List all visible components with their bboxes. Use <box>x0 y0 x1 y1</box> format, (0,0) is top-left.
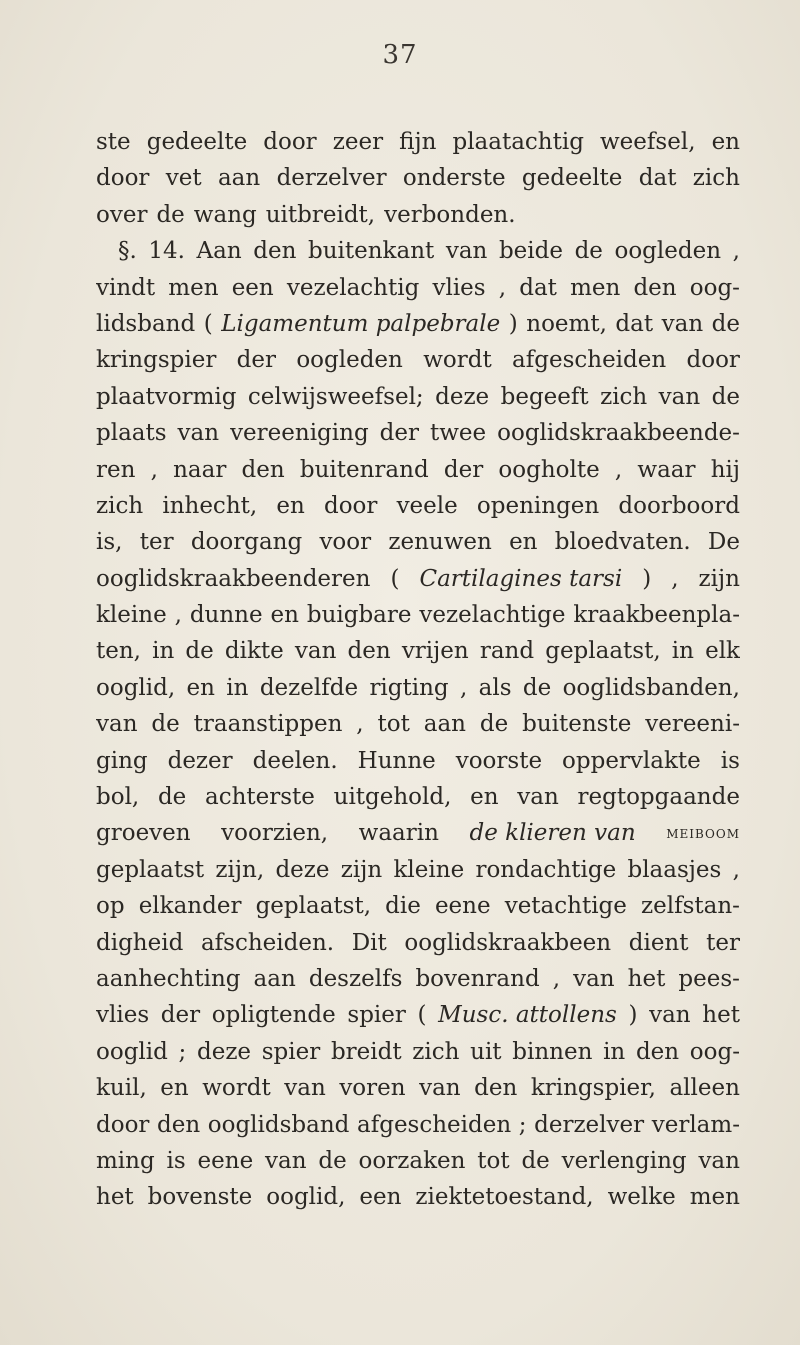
word: de <box>522 674 552 701</box>
text-line <box>96 197 740 233</box>
word: deze <box>275 856 330 883</box>
word: doorboord <box>618 492 740 519</box>
word: Dit <box>351 929 387 956</box>
word: Musc. attollens <box>438 1002 617 1029</box>
word: der <box>160 1002 201 1029</box>
word: den <box>347 638 391 665</box>
word: zijn <box>340 856 383 883</box>
word: deelen. <box>252 747 338 774</box>
word: , <box>356 711 364 738</box>
word: de <box>156 201 185 228</box>
text-line <box>96 815 740 851</box>
word: uit <box>470 1038 502 1065</box>
word: der <box>379 420 419 447</box>
text-line <box>96 633 740 669</box>
word: van <box>265 1147 307 1174</box>
word: breidt <box>330 1038 402 1065</box>
word: het <box>96 1184 134 1211</box>
word: door <box>263 129 317 155</box>
word: in <box>603 1038 626 1065</box>
word: §. <box>118 238 137 265</box>
word: van <box>419 1075 461 1102</box>
word: wordt <box>423 347 492 374</box>
word: afgescheiden <box>357 1111 512 1138</box>
word: het <box>702 1002 740 1029</box>
word: kleine <box>393 856 465 883</box>
word: pees- <box>678 965 740 992</box>
word: fijn <box>399 129 437 155</box>
text-line <box>96 233 740 269</box>
word: ( <box>417 1002 427 1029</box>
word: van <box>661 310 704 337</box>
word: doorgang <box>190 529 303 556</box>
word: van <box>698 1147 740 1174</box>
body-text <box>96 124 740 1216</box>
text-line <box>96 670 740 706</box>
text-line <box>96 706 740 742</box>
word: zich <box>96 492 144 519</box>
word: eene <box>197 1147 254 1174</box>
word: van <box>294 638 337 665</box>
word: Cartilagines tarsi <box>419 565 623 592</box>
word: het <box>627 965 666 992</box>
word: ooglidskraakbeenderen <box>96 565 371 592</box>
text-line <box>96 415 740 451</box>
word: vindt <box>96 274 156 301</box>
word: deszelfs <box>308 965 403 992</box>
word: van <box>649 1002 691 1029</box>
word: zijn, <box>215 856 265 883</box>
text-line <box>96 1143 740 1179</box>
word: waarin <box>358 820 439 847</box>
word: , <box>174 602 182 629</box>
text-line <box>96 1179 740 1215</box>
word: een <box>231 274 274 301</box>
word: elkander <box>138 893 242 920</box>
word: ooglid, <box>96 674 176 701</box>
text-line <box>96 925 740 961</box>
word: den <box>253 238 297 265</box>
word: ooglid <box>96 1038 168 1065</box>
text-line <box>96 379 740 415</box>
word: kringspier <box>96 347 217 374</box>
word: vereeniging <box>230 420 369 447</box>
text-line <box>96 270 740 306</box>
word: ) <box>628 1002 638 1029</box>
word: is, <box>96 529 123 556</box>
word: zich <box>600 383 648 410</box>
word: ) <box>642 565 652 592</box>
word: binnen <box>512 1038 593 1065</box>
word: en <box>270 602 299 629</box>
word: afgescheiden <box>512 347 667 374</box>
word: derzelver <box>276 165 387 192</box>
word: derzelver <box>534 1111 645 1138</box>
word: ( <box>390 565 400 592</box>
word: en <box>276 492 305 519</box>
word: verlenging <box>561 1147 687 1174</box>
word: Ligamentum palpebrale <box>221 310 501 337</box>
word: door <box>323 492 378 519</box>
text-line <box>96 306 740 342</box>
word: de <box>157 784 187 811</box>
word: oorzaken <box>358 1147 466 1174</box>
word: van <box>96 711 138 738</box>
word: buigbare <box>306 602 412 629</box>
word: zenuwen <box>388 529 492 556</box>
word: buitenrand <box>299 456 429 483</box>
word: spier <box>261 1038 321 1065</box>
word: ooglidskraakbeen <box>404 929 612 956</box>
word: men <box>570 274 621 301</box>
word: De <box>707 529 740 556</box>
word: oogholte <box>498 456 600 483</box>
word: welke <box>607 1184 676 1211</box>
word: bovenste <box>147 1184 253 1211</box>
word: buitenkant <box>308 238 435 265</box>
text-line <box>96 961 740 997</box>
word: en <box>160 1075 189 1102</box>
word: vereeni- <box>645 711 740 738</box>
text-line <box>96 888 740 924</box>
word: tot <box>477 1147 510 1174</box>
word: gedeelte <box>146 129 248 155</box>
word: , <box>671 565 679 592</box>
word: oppervlakte <box>562 747 701 774</box>
word: is <box>166 1147 186 1174</box>
word: men <box>168 274 219 301</box>
word: de <box>574 238 603 265</box>
word: den <box>157 1111 201 1138</box>
word: dezelfde <box>259 674 359 701</box>
word: door <box>96 165 150 192</box>
text-line <box>96 452 740 488</box>
word: zelfstan- <box>641 893 740 920</box>
word: ; <box>518 1111 527 1138</box>
word: en <box>470 784 499 811</box>
word: bovenrand <box>415 965 540 992</box>
word: in <box>671 638 694 665</box>
word: vezelachtig <box>286 274 420 301</box>
word: ooglidskraakbeende- <box>497 420 740 447</box>
word: vlies <box>432 274 486 301</box>
word: traanstippen <box>193 711 343 738</box>
text-line <box>96 997 740 1033</box>
word: van <box>658 383 701 410</box>
word: ten, <box>96 638 141 665</box>
word: wang <box>193 201 257 228</box>
word: inhecht, <box>162 492 258 519</box>
text-line <box>96 524 740 560</box>
word: van <box>517 784 559 811</box>
word: Hunne <box>357 747 436 774</box>
word: van <box>573 965 615 992</box>
word: wordt <box>202 1075 271 1102</box>
word: deze <box>435 383 490 410</box>
word: oog- <box>689 1038 740 1065</box>
word: , <box>732 238 740 265</box>
text-line <box>96 488 740 524</box>
word: op <box>96 893 125 920</box>
word: in <box>226 674 249 701</box>
word: tot <box>377 711 410 738</box>
word: dikte <box>224 638 284 665</box>
word: zeer <box>332 129 384 155</box>
word: buitenste <box>522 711 632 738</box>
word: ooglidsbanden, <box>562 674 740 701</box>
word: uitbreidt, <box>265 201 376 228</box>
text-line <box>96 1070 740 1106</box>
word: opligtende <box>211 1002 336 1029</box>
word: twee <box>429 420 487 447</box>
word: der <box>236 347 276 374</box>
word: kleine <box>96 602 167 629</box>
word: plaatachtig <box>452 129 584 155</box>
word: dient <box>628 929 689 956</box>
word: kraakbeenpla- <box>573 602 740 629</box>
word: is <box>720 747 740 774</box>
word: celwijsweefsel; <box>247 383 424 410</box>
word: den <box>474 1075 518 1102</box>
word: oogleden <box>614 238 722 265</box>
word: bloedvaten. <box>554 529 691 556</box>
word: aan <box>217 165 261 192</box>
word: de <box>711 383 740 410</box>
word: waar <box>637 456 696 483</box>
word: de <box>151 711 180 738</box>
word: vlies <box>96 1002 150 1029</box>
word: de <box>185 638 214 665</box>
word: , <box>460 674 468 701</box>
word: dat <box>519 274 557 301</box>
word: hij <box>710 456 740 483</box>
word: , <box>498 274 507 301</box>
word: in <box>152 638 175 665</box>
word: geplaatst <box>96 856 205 883</box>
word: de <box>711 310 740 337</box>
text-line <box>96 779 740 815</box>
text-line <box>96 160 740 196</box>
word: onderste <box>402 165 506 192</box>
word: , <box>150 456 158 483</box>
word: vezelachtige <box>419 602 566 629</box>
word: ooglid, <box>266 1184 346 1211</box>
word: elk <box>705 638 740 665</box>
word: , <box>732 856 740 883</box>
word: voorste <box>455 747 543 774</box>
word: voren <box>339 1075 406 1102</box>
word: ter <box>706 929 740 956</box>
word: ( <box>203 310 213 337</box>
word: kringspier, <box>530 1075 656 1102</box>
word: begeeft <box>500 383 589 410</box>
word: , <box>614 456 623 483</box>
word: spier <box>347 1002 406 1029</box>
word: dat <box>638 165 677 192</box>
word: deze <box>196 1038 252 1065</box>
word: aanhechting <box>96 965 241 992</box>
word: voor <box>319 529 372 556</box>
word: zijn <box>698 565 740 592</box>
word: ziektetoestand, <box>415 1184 594 1211</box>
word: afscheiden. <box>200 929 335 956</box>
word: alleen <box>669 1075 740 1102</box>
word: plaats <box>96 420 167 447</box>
text-line <box>96 342 740 378</box>
word: vet <box>165 165 202 192</box>
word: meiboom <box>666 823 740 844</box>
word: een <box>359 1184 402 1211</box>
text-line <box>96 1034 740 1070</box>
word: rigting <box>369 674 449 701</box>
word: den <box>633 274 677 301</box>
word: voorzien, <box>221 820 329 847</box>
word: zich <box>412 1038 460 1065</box>
text-line <box>96 561 740 597</box>
text-line <box>96 743 740 779</box>
word: openingen <box>476 492 600 519</box>
word: de <box>521 1147 550 1174</box>
word: de klieren van <box>469 820 636 847</box>
word: zich <box>692 165 740 192</box>
word: Aan <box>196 238 242 265</box>
word: door <box>686 347 740 374</box>
word: ter <box>139 529 174 556</box>
word: en <box>186 674 215 701</box>
word: plaatvormig <box>96 383 237 410</box>
word: eene <box>434 893 491 920</box>
word: ) <box>508 310 518 337</box>
word: als <box>478 674 512 701</box>
word: den <box>241 456 285 483</box>
word: oog- <box>689 274 740 301</box>
word: oogleden <box>296 347 403 374</box>
word: naar <box>173 456 227 483</box>
text-line <box>96 1107 740 1143</box>
word: en <box>711 129 740 155</box>
word: groeven <box>96 820 191 847</box>
word: vetachtige <box>504 893 627 920</box>
word: achterste <box>205 784 315 811</box>
word: gedeelte <box>521 165 623 192</box>
page-number: 37 <box>382 40 418 70</box>
word: ooglidsband <box>207 1111 350 1138</box>
word: 14. <box>148 238 185 265</box>
word: en <box>509 529 538 556</box>
word: dat <box>615 310 654 337</box>
word: geplaatst, <box>545 638 661 665</box>
word: van <box>284 1075 326 1102</box>
word: door <box>96 1111 150 1138</box>
word: ming <box>96 1147 155 1174</box>
word: der <box>443 456 484 483</box>
word: beide <box>498 238 563 265</box>
word: noemt, <box>526 310 607 337</box>
word: geplaatst, <box>255 893 372 920</box>
word: ging <box>96 747 148 774</box>
word: bol, <box>96 784 140 811</box>
word: digheid <box>96 929 184 956</box>
word: verlam- <box>651 1111 740 1138</box>
word: van <box>445 238 488 265</box>
word: men <box>689 1184 740 1211</box>
word: van <box>177 420 220 447</box>
word: die <box>385 893 421 920</box>
word: verbonden. <box>384 201 516 228</box>
text-line <box>96 852 740 888</box>
word: den <box>635 1038 680 1065</box>
word: rand <box>479 638 535 665</box>
word: dezer <box>167 747 233 774</box>
word: weefsel, <box>600 129 696 155</box>
word: vrijen <box>401 638 469 665</box>
word: regtopgaande <box>577 784 740 811</box>
word: ; <box>178 1038 187 1065</box>
word: kuil, <box>96 1075 147 1102</box>
word: blaasjes <box>627 856 722 883</box>
word: aan <box>253 965 296 992</box>
word: uitgehold, <box>333 784 452 811</box>
word: de <box>318 1147 347 1174</box>
word: veele <box>396 492 458 519</box>
word: dunne <box>189 602 263 629</box>
word: ste <box>96 129 131 155</box>
text-line <box>96 124 740 160</box>
word: , <box>552 965 561 992</box>
word: lidsband <box>96 310 196 337</box>
text-line <box>96 597 740 633</box>
word: aan <box>423 711 466 738</box>
word: over <box>96 201 148 228</box>
word: rondachtige <box>475 856 617 883</box>
word: ren <box>96 456 136 483</box>
word: de <box>479 711 509 738</box>
